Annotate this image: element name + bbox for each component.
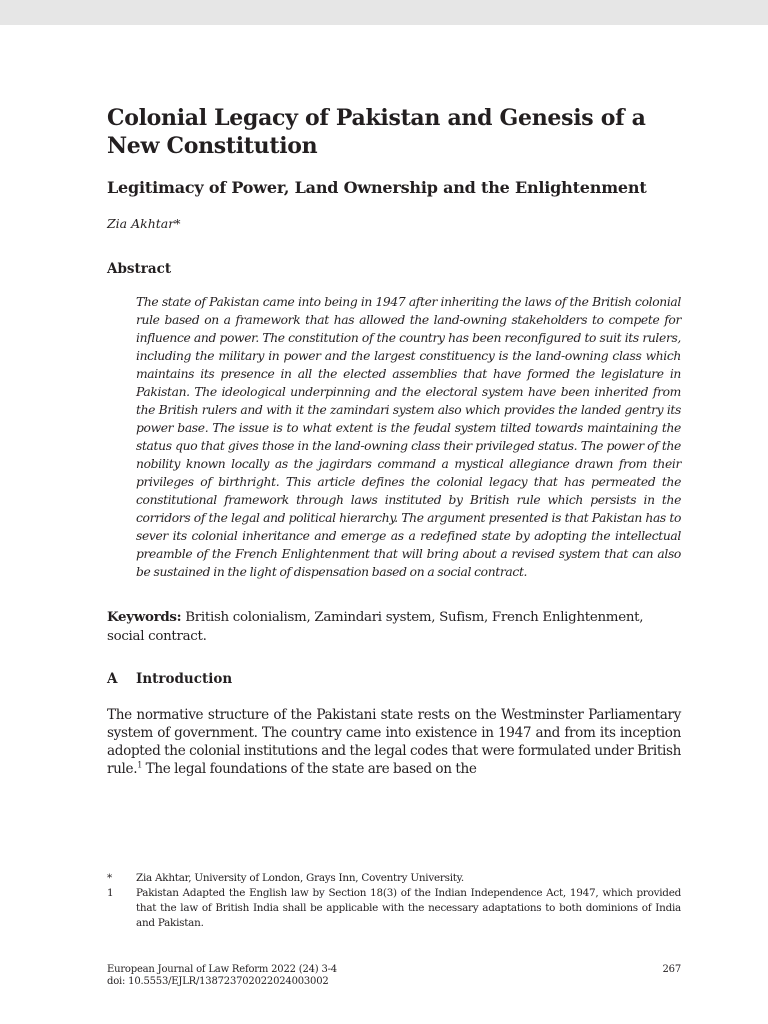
- doi-text: doi: 10.5553/EJLR/138723702022024003002: [107, 976, 329, 987]
- footnote-mark: *: [107, 872, 112, 884]
- page-number: 267: [662, 964, 681, 975]
- footnote-item: [107, 886, 681, 931]
- intro-text-part-1: The normative structure of the Pakistani state rests on the Westminster Parliamentary system of government. The country came into existence in 1947 and from its inception adopted the colonial institutions and the legal codes that were formulated under British rule.: [107, 707, 681, 777]
- abstract-heading: Abstract: [107, 261, 172, 277]
- introduction-paragraph: [107, 706, 681, 778]
- keywords: [107, 608, 681, 646]
- keywords-text: British colonialism, Zamindari system, Sufism, French Enlightenment, social contract.: [107, 610, 644, 644]
- section-title: Introduction: [136, 671, 233, 687]
- footnote-reference[interactable]: 1: [137, 760, 142, 770]
- keywords-label: Keywords:: [107, 609, 182, 625]
- section-number: A: [107, 671, 118, 687]
- abstract-text: The state of Pakistan came into being in 1947 after inheriting the laws of the British colonial rule based on a framework that has allowed the land-owning stakeholders to compete for influence and power. The constitution of the country has been reconfigured to suit its rulers, including the military in power and the largest constituency is the land-owning class which maintains its presence in all the elected assemblies that have formed the legislature in Pakistan. The ideological underpinning and the electoral system have been inherited from the British rulers and with it the zamindari system also which provides the landed gentry its power base. The issue is to what extent is the feudal system tilted towards maintaining the status quo that gives those in the land-owning class their privileged status. The power of the nobility known locally as the jagirdars command a mystical allegiance drawn from their privileges of birthright. This article defines the colonial legacy that has permeated the constitutional framework through laws instituted by British rule which persists in the corridors of the legal and political hierarchy. The argument presented is that Pakistan has to sever its colonial inheritance and emerge as a redefined state by adopting the intellectual preamble of the French Enlightenment that will bring about a revised system that can also be sustained in the light of dispensation based on a social contract.: [136, 295, 681, 579]
- article-title: Colonial Legacy of Pakistan and Genesis of a New Constitution: [107, 105, 646, 159]
- footnote-item: [107, 871, 681, 886]
- introduction-heading: [107, 670, 681, 688]
- footnote-text: Pakistan Adapted the English law by Section 18(3) of the Indian Independence Act, 1947, which provided that the law of British India shall be applicable with the necessary adaptations to both dominions of India and Pakistan.: [136, 887, 681, 929]
- footnote-mark: 1: [107, 887, 114, 899]
- article-author: Zia Akhtar*: [107, 216, 181, 231]
- article-page: [107, 104, 681, 778]
- article-subtitle: Legitimacy of Power, Land Ownership and the Enlightenment: [107, 178, 647, 197]
- viewer-top-bar: [0, 0, 768, 25]
- journal-citation: European Journal of Law Reform 2022 (24) 3-4: [107, 964, 337, 975]
- page-footer: [107, 964, 681, 988]
- footnotes: [107, 871, 681, 931]
- footnote-text: Zia Akhtar, University of London, Grays Inn, Coventry University.: [136, 872, 464, 884]
- intro-text-part-2: The legal foundations of the state are based on the: [141, 761, 477, 777]
